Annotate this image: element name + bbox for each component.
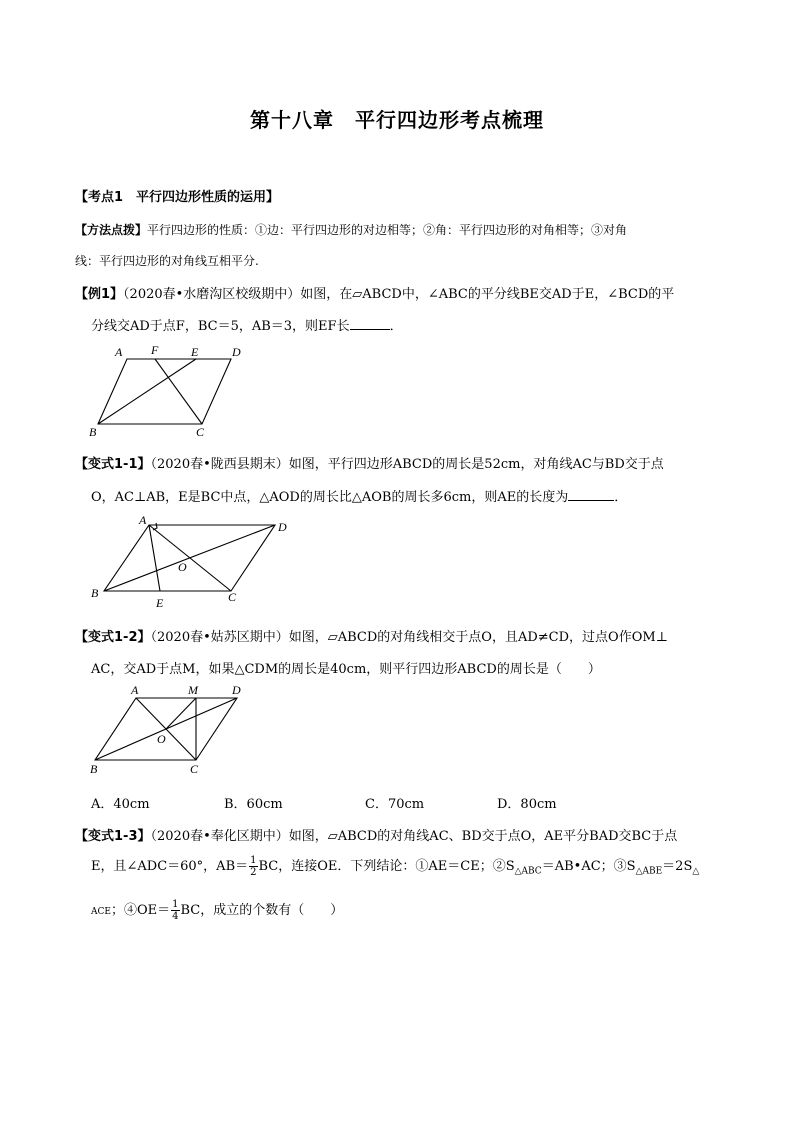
fig3-label-d: D	[232, 683, 241, 697]
fig1-label-f: F	[151, 343, 159, 357]
section-heading: 【考点1 平行四边形性质的运用】	[75, 190, 280, 205]
fig2-label-a: A	[139, 513, 147, 527]
fig3-label-a: A	[131, 683, 139, 697]
fig1-label-a: A	[115, 345, 123, 359]
variant12-line1: 【变式1-2】（2020春•姑苏区期中）如图，▱ABCD的对角线相交于点O，且AD≠CD，过点O作OM⊥	[75, 630, 668, 645]
method-tip-line2: 线：平行四边形的对角线互相平分.	[75, 254, 259, 268]
option-a[interactable]: A．40cm	[91, 797, 150, 812]
option-c[interactable]: C．70cm	[365, 797, 425, 812]
page-title: 第十八章 平行四边形考点梳理	[250, 108, 544, 132]
option-b[interactable]: B．60cm	[224, 797, 283, 812]
option-d[interactable]: D．80cm	[497, 797, 557, 812]
fig1-label-b: B	[89, 425, 97, 439]
fig3-label-m: M	[188, 683, 198, 697]
variant12-line2: AC，交AD于点M，如果△CDM的周长是40cm，则平行四边形ABCD的周长是（ ）	[91, 662, 601, 677]
fig1-label-e: E	[191, 345, 199, 359]
variant13-line3: ACE；④OE＝ $\frac{1}{4}$ BC，成立的个数有（ ）	[91, 899, 344, 922]
variant13-line2: E，且∠ADC＝60°，AB＝ $\frac{1}{2}$ BC，连接OE．下列结论：①AE＝CE；$②S_{\triangle ABC}=AB•AC$；$③S_{\triangle ABE}=2S_\triangle$	[91, 855, 700, 878]
fig2-label-e: E	[156, 596, 164, 610]
fig1-label-d: D	[232, 345, 241, 359]
example1-line1: 【例1】（2020春•水磨沟区校级期中）如图，在▱ABCD中，∠ABC的平分线BE交AD于E，∠BCD的平	[75, 287, 675, 302]
fig2-label-c: C	[228, 590, 237, 604]
fig2-label-d: D	[278, 520, 287, 534]
fraction-one-half: $\frac{1}{2}$	[250, 855, 257, 878]
fig2-label-o: O	[178, 560, 187, 574]
method-tip-label: 【方法点拨】	[75, 223, 148, 237]
fig2-label-b: B	[91, 586, 99, 600]
method-tip-line1: 【方法点拨】平行四边形的性质：①边：平行四边形的对边相等；②角：平行四边形的对角相等；③对角	[75, 223, 628, 237]
segment-om	[166, 698, 196, 729]
fig3-label-c: C	[190, 762, 199, 776]
example1-line2: 分线交AD于点F，BC＝5，AB＝3，则EF长 ．	[91, 319, 403, 334]
fig3-label-o: O	[157, 732, 166, 746]
variant13-line1: 【变式1-3】（2020春•奉化区期中）如图，▱ABCD的对角线AC、BD交于点O，AE平分BAD交BC于点	[75, 829, 678, 844]
variant11-line1: 【变式1-1】（2020春•陇西县期末）如图，平行四边形ABCD的周长是52cm，对角线AC与BD交于点	[75, 457, 664, 472]
fig1-label-c: C	[196, 425, 205, 439]
variant11-line2: O，AC⊥AB，E是BC中点，△AOD的周长比△AOB的周长多6cm，则AE的长度为 ．	[91, 490, 628, 505]
fig3-label-b: B	[90, 762, 98, 776]
fraction-one-quarter: $\frac{1}{4}$	[172, 899, 179, 922]
